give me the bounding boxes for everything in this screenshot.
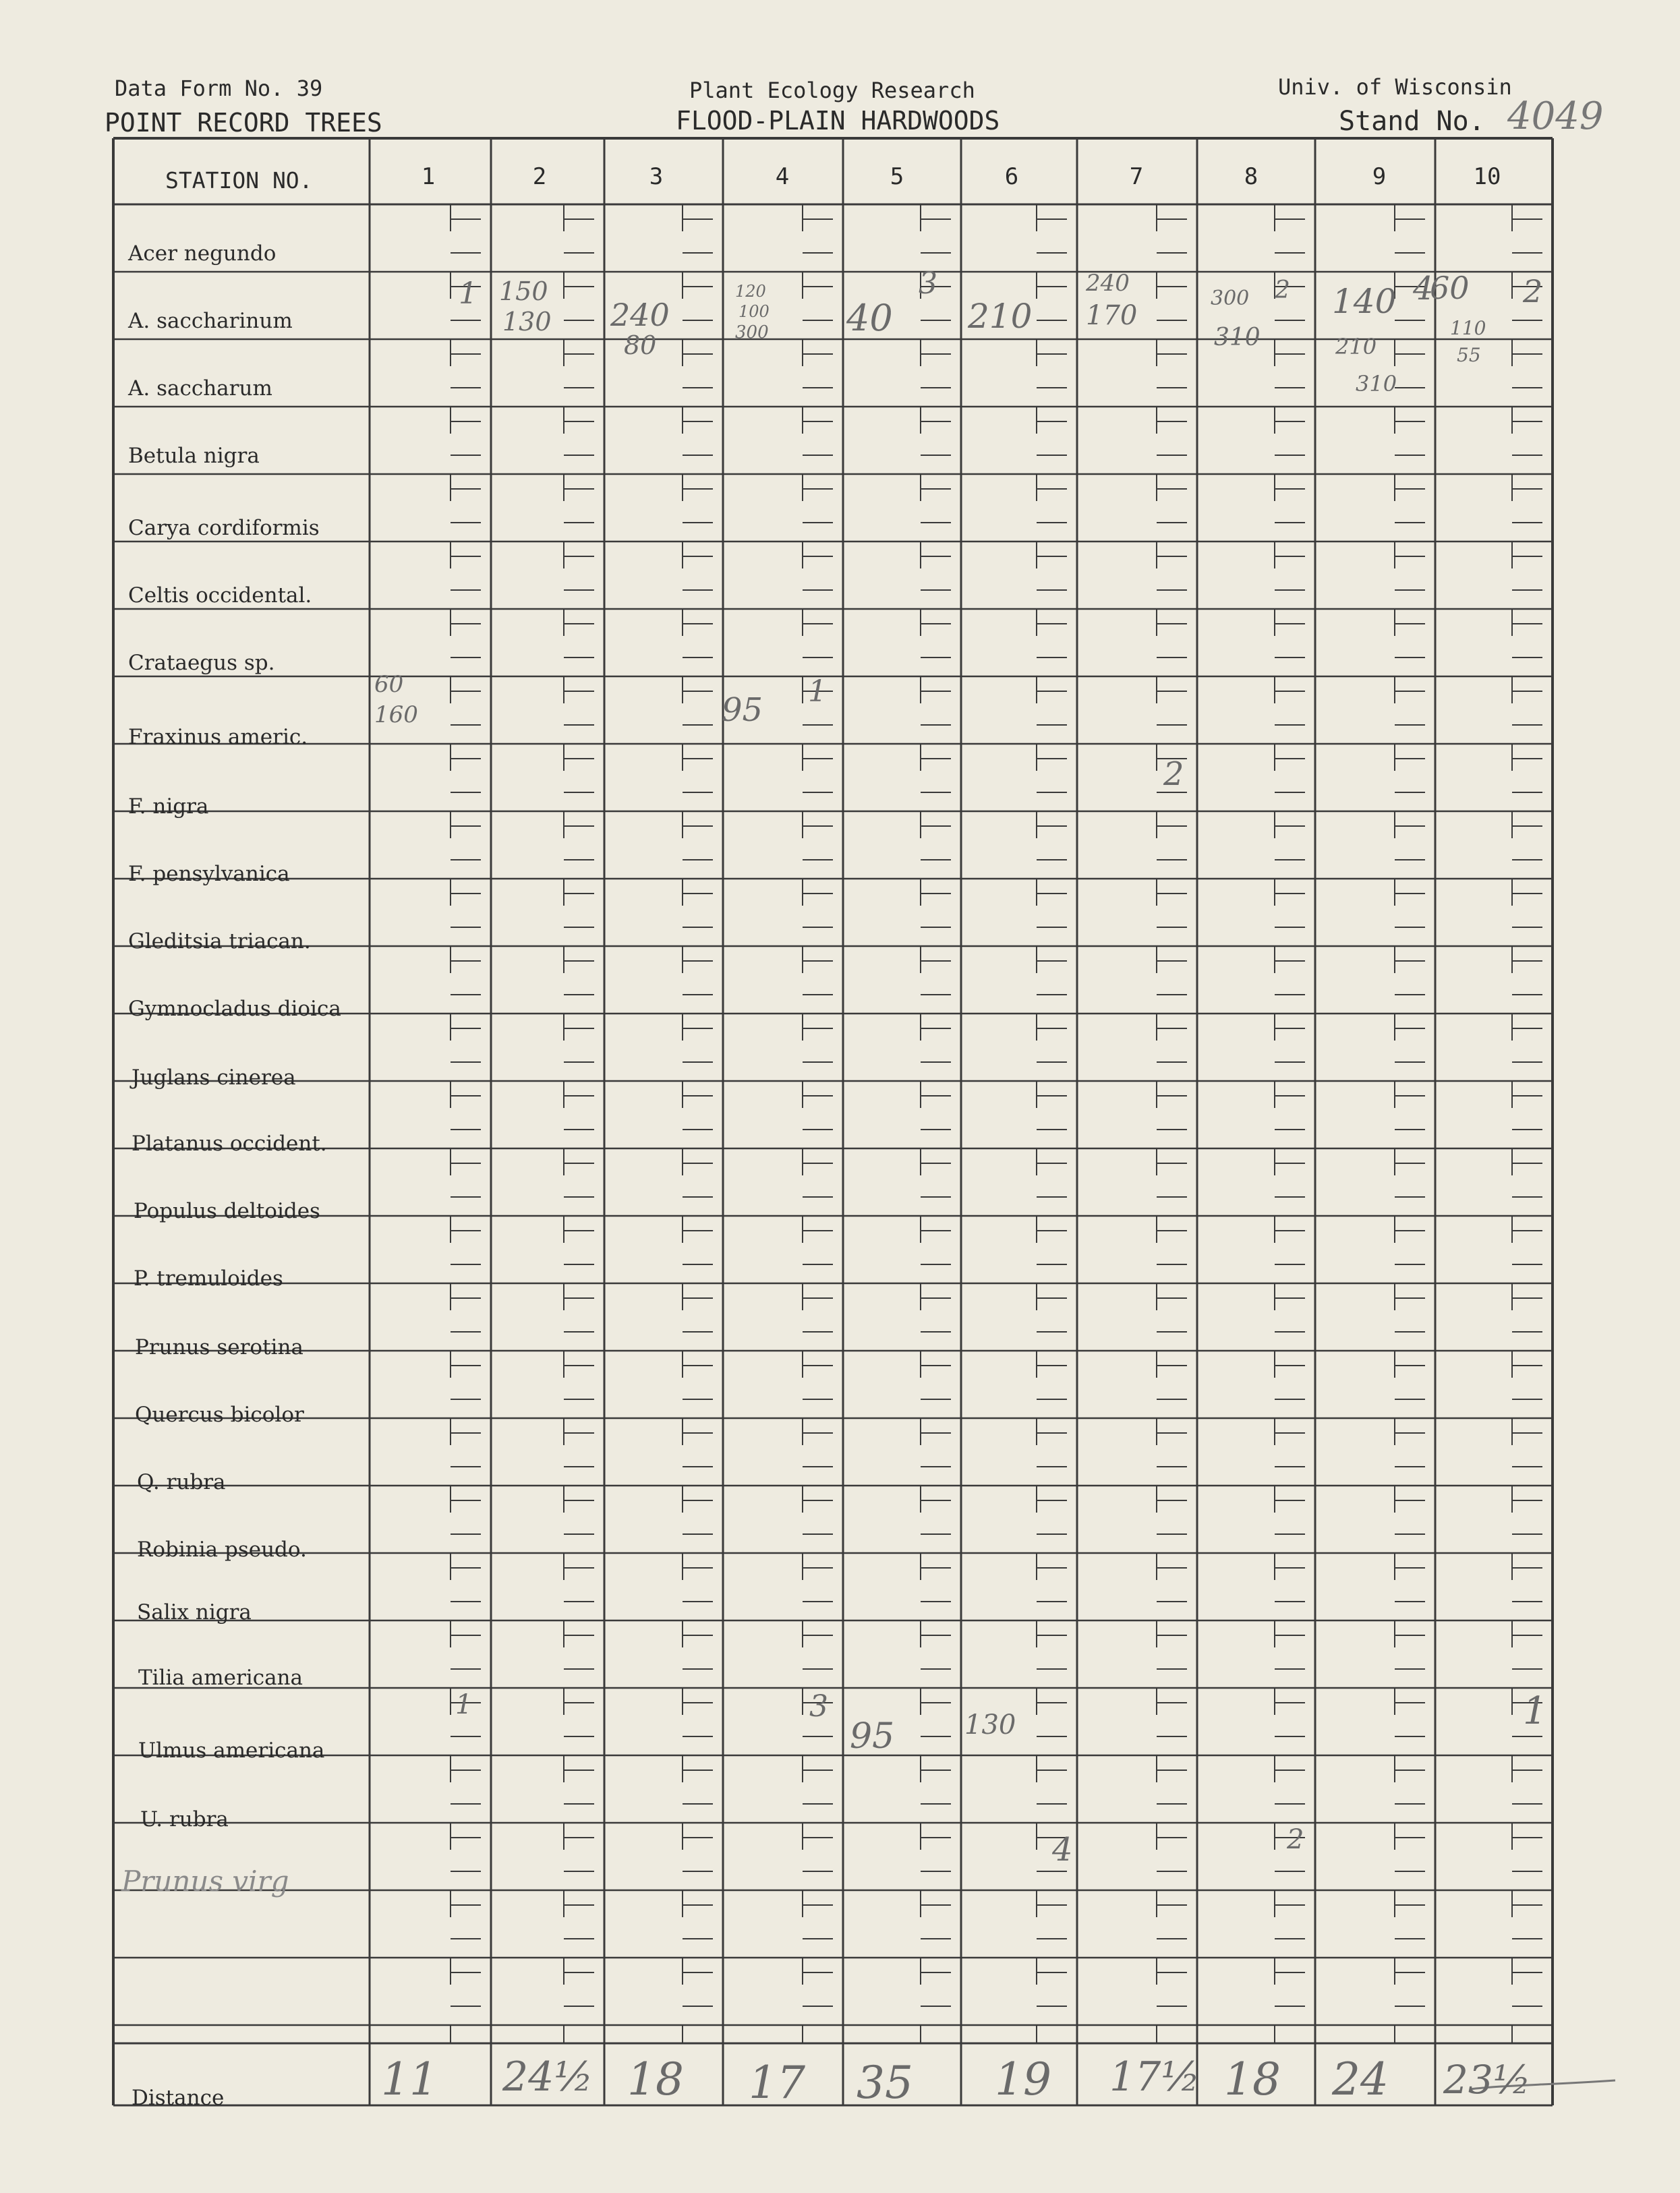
handwritten-entry: 240 xyxy=(610,297,670,333)
handwritten-entry: 2 xyxy=(1523,273,1543,310)
distance-value: 35 xyxy=(857,2057,913,2109)
station-3: 3 xyxy=(649,163,664,190)
handwritten-entry: 80 xyxy=(624,330,657,360)
distance-value: 19 xyxy=(995,2053,1051,2105)
species-label: Gymnocladus dioica xyxy=(128,997,341,1021)
handwritten-entry: 60 xyxy=(374,671,404,698)
handwritten-entry: 1 xyxy=(459,276,477,311)
handwritten-entry: 4 xyxy=(1052,1831,1073,1869)
handwritten-entry: 140 xyxy=(1332,282,1397,321)
species-label: Quercus bicolor xyxy=(135,1403,304,1427)
species-label: Gleditsia triacan. xyxy=(128,929,311,954)
species-label: Fraxinus americ. xyxy=(128,725,308,749)
distance-value: 17½ xyxy=(1109,2053,1200,2101)
handwritten-entry: 2 xyxy=(1287,1824,1304,1855)
species-label: Carya cordiformis xyxy=(128,516,320,540)
handwritten-entry: 60 xyxy=(1430,270,1470,306)
species-label: A. saccharum xyxy=(128,376,272,401)
station-5: 5 xyxy=(890,163,904,190)
handwritten-entry: 95 xyxy=(722,691,763,729)
species-label: Acer negundo xyxy=(128,241,277,266)
handwritten-entry: 310 xyxy=(1356,371,1397,397)
species-label: Juglans cinerea xyxy=(132,1065,296,1090)
subtitle: FLOOD-PLAIN HARDWOODS xyxy=(676,106,1000,136)
handwritten-entry: 160 xyxy=(374,701,418,728)
handwritten-entry: 55 xyxy=(1457,344,1481,366)
handwritten-entry: 2 xyxy=(1163,755,1184,793)
handwritten-entry: 1 xyxy=(1523,1689,1547,1733)
handwritten-entry: 1 xyxy=(455,1689,473,1720)
species-label: Populus deltoides xyxy=(134,1199,320,1223)
station-header: STATION NO. xyxy=(165,167,313,194)
handwritten-entry: 3 xyxy=(919,266,937,301)
stand-label: Stand No. xyxy=(1339,106,1485,137)
handwritten-entry: 4 xyxy=(1413,270,1434,308)
species-label: Tilia americana xyxy=(138,1666,303,1690)
species-label: Prunus serotina xyxy=(135,1335,303,1359)
institution: Univ. of Wisconsin xyxy=(1278,74,1512,100)
station-10: 10 xyxy=(1473,163,1501,190)
handwritten-entry: 95 xyxy=(850,1716,895,1757)
handwritten-entry: 210 xyxy=(1335,334,1377,359)
handwritten-entry: 300 xyxy=(1211,287,1250,310)
species-label: Salix nigra xyxy=(137,1600,252,1625)
handwritten-entry: 300 xyxy=(735,322,769,343)
handwritten-entry: 130 xyxy=(502,307,552,337)
handwritten-entry: 110 xyxy=(1450,317,1486,339)
station-1: 1 xyxy=(421,163,436,190)
form-title: POINT RECORD TREES xyxy=(105,108,382,138)
distance-value: 18 xyxy=(1224,2053,1281,2105)
department: Plant Ecology Research xyxy=(689,78,975,103)
species-label: Ulmus americana xyxy=(138,1738,325,1763)
species-label: U. rubra xyxy=(140,1807,229,1832)
stand-number: 4049 xyxy=(1507,94,1604,138)
handwritten-entry: 210 xyxy=(968,297,1033,336)
handwritten-entry: 130 xyxy=(964,1709,1016,1741)
species-label: Robinia pseudo. xyxy=(137,1538,307,1562)
species-label: Q. rubra xyxy=(137,1470,226,1494)
handwritten-entry: 310 xyxy=(1214,324,1261,351)
distance-value: 24 xyxy=(1332,2053,1389,2105)
distance-value: 11 xyxy=(381,2053,438,2105)
handwritten-entry: 100 xyxy=(738,302,770,321)
handwritten-entry: 40 xyxy=(846,297,893,339)
species-label: F. pensylvanica xyxy=(128,862,290,886)
species-label: A. saccharinum xyxy=(128,309,293,333)
handwritten-entry: 3 xyxy=(809,1689,828,1724)
station-7: 7 xyxy=(1129,163,1144,190)
distance-value: 18 xyxy=(627,2053,684,2105)
species-label: Betula nigra xyxy=(128,444,260,468)
station-6: 6 xyxy=(1004,163,1019,190)
distance-value: 24½ xyxy=(502,2053,593,2101)
handwritten-entry: 2 xyxy=(1275,276,1290,304)
species-label: Platanus occident. xyxy=(132,1132,327,1156)
form-number: Data Form No. 39 xyxy=(115,76,323,101)
distance-value: 23½ xyxy=(1443,2057,1532,2103)
station-4: 4 xyxy=(775,163,790,190)
distance-label: Distance xyxy=(132,2086,225,2110)
handwritten-entry: 120 xyxy=(735,282,766,301)
species-label: P. tremuloides xyxy=(134,1266,283,1291)
handwritten-species: Prunus virg xyxy=(121,1865,289,1898)
species-label: Celtis occidental. xyxy=(128,583,312,608)
station-9: 9 xyxy=(1372,163,1387,190)
species-label: Crataegus sp. xyxy=(128,651,275,675)
distance-value: 17 xyxy=(749,2057,805,2109)
station-8: 8 xyxy=(1244,163,1258,190)
handwritten-entry: 1 xyxy=(808,674,827,709)
species-label: F. nigra xyxy=(128,794,209,819)
station-2: 2 xyxy=(532,163,547,190)
handwritten-entry: 170 xyxy=(1086,300,1138,331)
handwritten-entry: 240 xyxy=(1086,270,1130,297)
handwritten-entry: 150 xyxy=(499,276,548,306)
